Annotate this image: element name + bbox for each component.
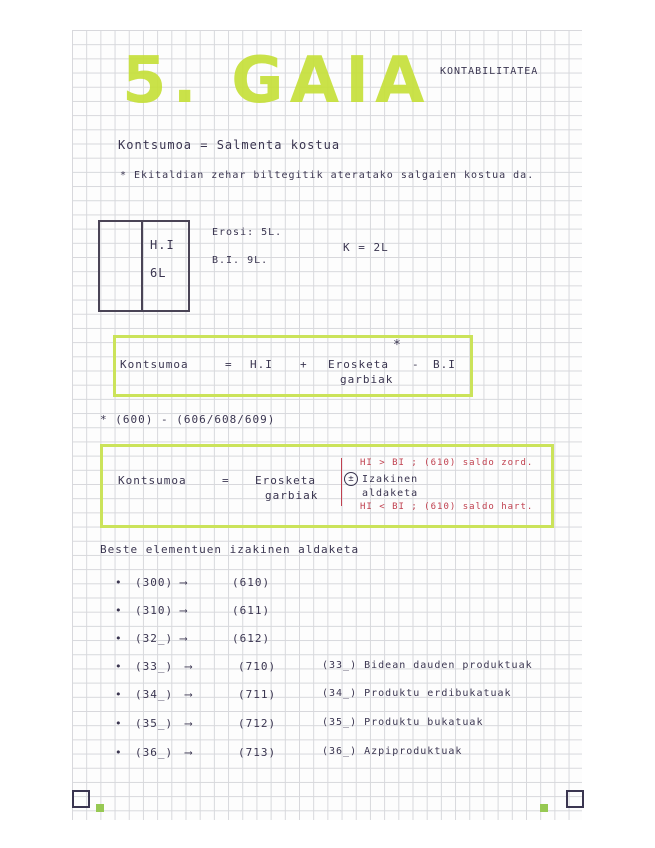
list-item-note: (35_) Produktu bukatuak xyxy=(322,717,484,728)
list-bullet: • xyxy=(115,604,123,617)
subject-label: KONTABILITATEA xyxy=(440,66,539,77)
formula1-lhs: Kontsumoa xyxy=(120,358,189,371)
list-item-note: (33_) Bidean dauden produktuak xyxy=(322,660,533,671)
formula1-star: * xyxy=(393,338,401,353)
inventory-k: K = 2L xyxy=(343,241,389,254)
list-bullet: • xyxy=(115,632,123,645)
arrow-icon: ⟶ xyxy=(185,746,193,759)
inventory-erosi: Erosi: 5L. xyxy=(212,227,283,238)
list-bullet: • xyxy=(115,746,123,759)
list-item-note: (34_) Produktu erdibukatuak xyxy=(322,688,512,699)
list-bullet: • xyxy=(115,688,123,701)
list-item-from: (35_) xyxy=(135,717,174,730)
footer-dot xyxy=(540,804,548,812)
notebook-corner-logo-icon xyxy=(566,790,584,808)
inventory-value: 6L xyxy=(150,266,167,280)
list-item-note: (36_) Azpiproduktuak xyxy=(322,746,463,757)
chapter-title: 5. GAIA xyxy=(122,44,431,118)
formula1-erosketa: Erosketa xyxy=(328,358,389,371)
formula2-case-positive: HI > BI ; (610) saldo zord. xyxy=(360,458,534,468)
list-item-from: (32_) xyxy=(135,632,174,645)
formula1-garbiak: garbiak xyxy=(340,373,394,386)
list-item-from: (36_) xyxy=(135,746,174,759)
list-bullet: • xyxy=(115,576,123,589)
list-item-from: (300) xyxy=(135,576,174,589)
inventory-label-hi: H.I xyxy=(150,238,175,252)
list-bullet: • xyxy=(115,660,123,673)
formula2-garbiak: garbiak xyxy=(265,489,319,502)
definition-text: * Ekitaldian zehar biltegitik ateratako salgaien kostua da. xyxy=(120,170,535,181)
arrow-icon: ⟶ xyxy=(180,632,188,645)
arrow-icon: ⟶ xyxy=(180,576,188,589)
arrow-icon: ⟶ xyxy=(185,688,193,701)
section-heading: Beste elementuen izakinen aldaketa xyxy=(100,543,360,556)
formula2-aldaketa: aldaketa xyxy=(362,488,419,499)
arrow-icon: ⟶ xyxy=(180,604,188,617)
list-item-to: (612) xyxy=(232,632,271,645)
list-item-from: (34_) xyxy=(135,688,174,701)
arrow-icon: ⟶ xyxy=(185,717,193,730)
formula2-erosketa: Erosketa xyxy=(255,474,316,487)
inventory-bi: B.I. 9L. xyxy=(212,255,269,266)
footer-dot xyxy=(96,804,104,812)
list-bullet: • xyxy=(115,717,123,730)
formula2-eq: = xyxy=(222,474,230,487)
formula2-lhs: Kontsumoa xyxy=(118,474,187,487)
definition-equation: Kontsumoa = Salmenta kostua xyxy=(118,138,341,152)
accounts-note: * (600) - (606/608/609) xyxy=(100,413,276,426)
formula2-izakinen: Izakinen xyxy=(362,474,419,485)
formula1-minus: - xyxy=(412,358,420,371)
formula1-bi: B.I xyxy=(433,358,456,371)
inventory-box-divider xyxy=(141,220,143,312)
formula1-hi: H.I xyxy=(250,358,273,371)
list-item-to: (610) xyxy=(232,576,271,589)
list-item-to: (711) xyxy=(238,688,277,701)
list-item-to: (710) xyxy=(238,660,277,673)
notebook-corner-logo-icon xyxy=(72,790,90,808)
list-item-from: (33_) xyxy=(135,660,174,673)
arrow-icon: ⟶ xyxy=(185,660,193,673)
formula2-case-negative: HI < BI ; (610) saldo hart. xyxy=(360,502,534,512)
formula2-plusminus-mark: ± xyxy=(344,472,358,486)
formula1-eq: = xyxy=(225,358,233,371)
inventory-box xyxy=(98,220,190,312)
list-item-to: (713) xyxy=(238,746,277,759)
list-item-from: (310) xyxy=(135,604,174,617)
list-item-to: (611) xyxy=(232,604,271,617)
list-item-to: (712) xyxy=(238,717,277,730)
formula1-plus: + xyxy=(300,358,308,371)
